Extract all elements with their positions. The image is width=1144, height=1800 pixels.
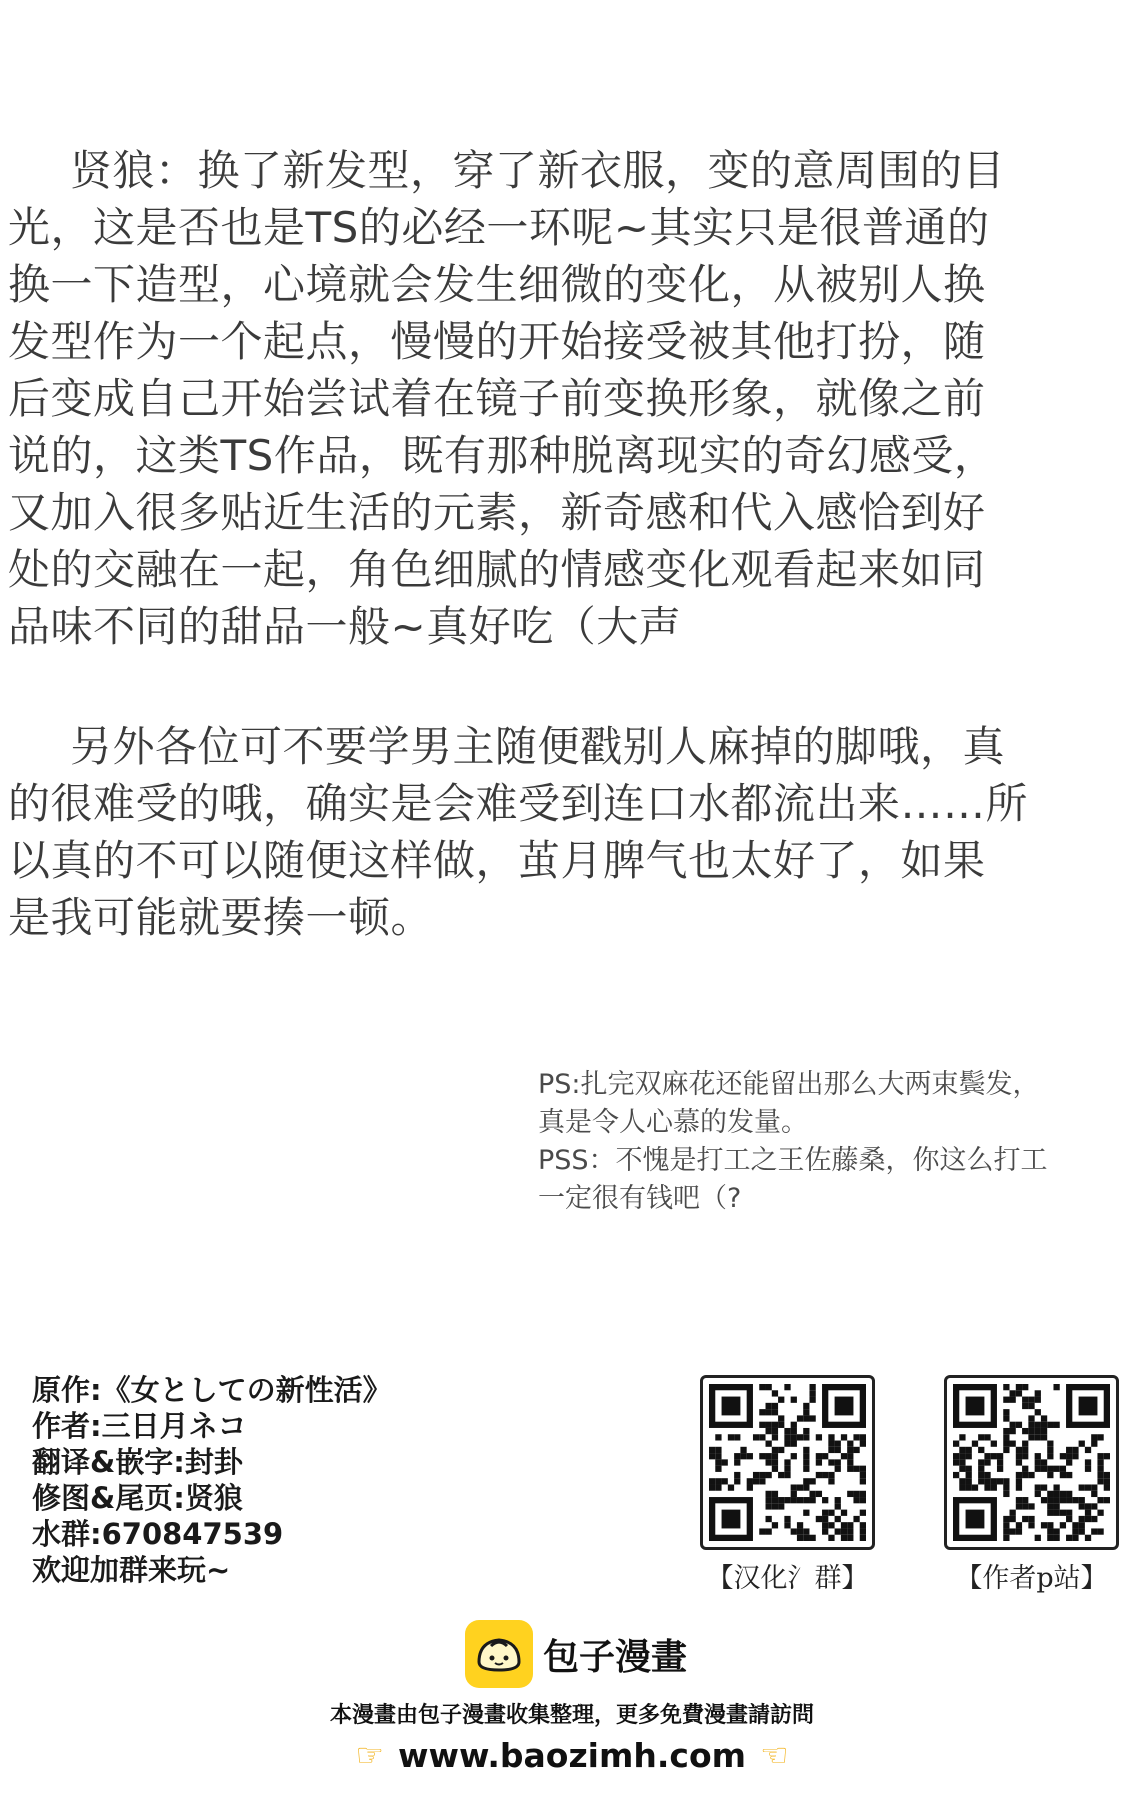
afterword-paragraph-1 (8, 142, 1138, 655)
credit-welcome: 欢迎加群来玩~ (32, 1553, 231, 1587)
afterword-paragraph-2 (8, 718, 1138, 946)
text-line: 以真的不可以随便这样做，茧月脾气也太好了，如果 (8, 836, 986, 885)
text-line: 光，这是否也是TS的必经一环呢~其实只是很普通的 (8, 203, 990, 252)
qr-pixiv-block (944, 1375, 1119, 1595)
qr-group-caption: 【汉化氵群】 (706, 1563, 869, 1594)
text-line: 发型作为一个起点，慢慢的开始接受被其他打扮，随 (8, 317, 986, 366)
text-line: 说的，这类TS作品，既有那种脱离现实的奇幻感受， (8, 431, 997, 480)
text-line: 贤狼：换了新发型，穿了新衣服，变的意周围的目 (70, 146, 1006, 195)
qr-code-pixiv[interactable] (944, 1375, 1119, 1550)
credit-translation: 翻译&嵌字:封卦 (32, 1445, 243, 1479)
text-line: 品味不同的甜品一般~真好吃（大声 (8, 602, 682, 651)
ps-line: 真是令人心慕的发量。 (538, 1107, 808, 1138)
ps-line: 一定很有钱吧（? (538, 1183, 742, 1214)
qr-code-group[interactable] (700, 1375, 875, 1550)
ps-line: PS:扎完双麻花还能留出那么大两束鬓发， (538, 1069, 1040, 1100)
credits-block (32, 1372, 452, 1588)
credit-original: 原作:《女としての新性活》 (32, 1373, 392, 1407)
credit-group: 水群:670847539 (32, 1517, 284, 1551)
text-line: 处的交融在一起，角色细腻的情感变化观看起来如同 (8, 545, 986, 594)
text-line: 是我可能就要揍一顿。 (8, 893, 434, 942)
text-line: 另外各位可不要学男主随便戳别人麻掉的脚哦，真 (70, 722, 1006, 771)
qr-code-icon (953, 1384, 1110, 1541)
ps-notes (538, 1066, 1128, 1218)
qr-pixiv-caption: 【作者p站】 (955, 1563, 1108, 1594)
site-url-link[interactable]: www.baozimh.com (398, 1735, 746, 1775)
ps-line: PSS：不愧是打工之王佐藤桑，你这么打工 (538, 1145, 1048, 1176)
footer-url-row (0, 1733, 1144, 1777)
pointing-right-hand-icon: ☞ (355, 1736, 384, 1774)
text-line: 换一下造型，心境就会发生细微的变化，从被别人换 (8, 260, 986, 309)
credit-editing: 修图&尾页:贤狼 (32, 1481, 243, 1515)
text-line: 又加入很多贴近生活的元素，新奇感和代入感恰到好 (8, 488, 986, 537)
baozi-logo[interactable] (465, 1620, 687, 1688)
qr-code-icon (709, 1384, 866, 1541)
baozi-logo-icon (465, 1620, 533, 1688)
qr-group-block (700, 1375, 875, 1595)
footer-note: 本漫畫由包子漫畫收集整理，更多免費漫畫請訪問 (329, 1703, 814, 1728)
credit-author: 作者:三日月ネコ (32, 1409, 247, 1443)
brand-name: 包子漫畫 (543, 1636, 688, 1678)
text-line: 后变成自己开始尝试着在镜子前变换形象，就像之前 (8, 374, 986, 423)
text-line: 的很难受的哦，确实是会难受到连口水都流出来……所 (8, 779, 1029, 828)
pointing-left-hand-icon: ☜ (760, 1736, 789, 1774)
